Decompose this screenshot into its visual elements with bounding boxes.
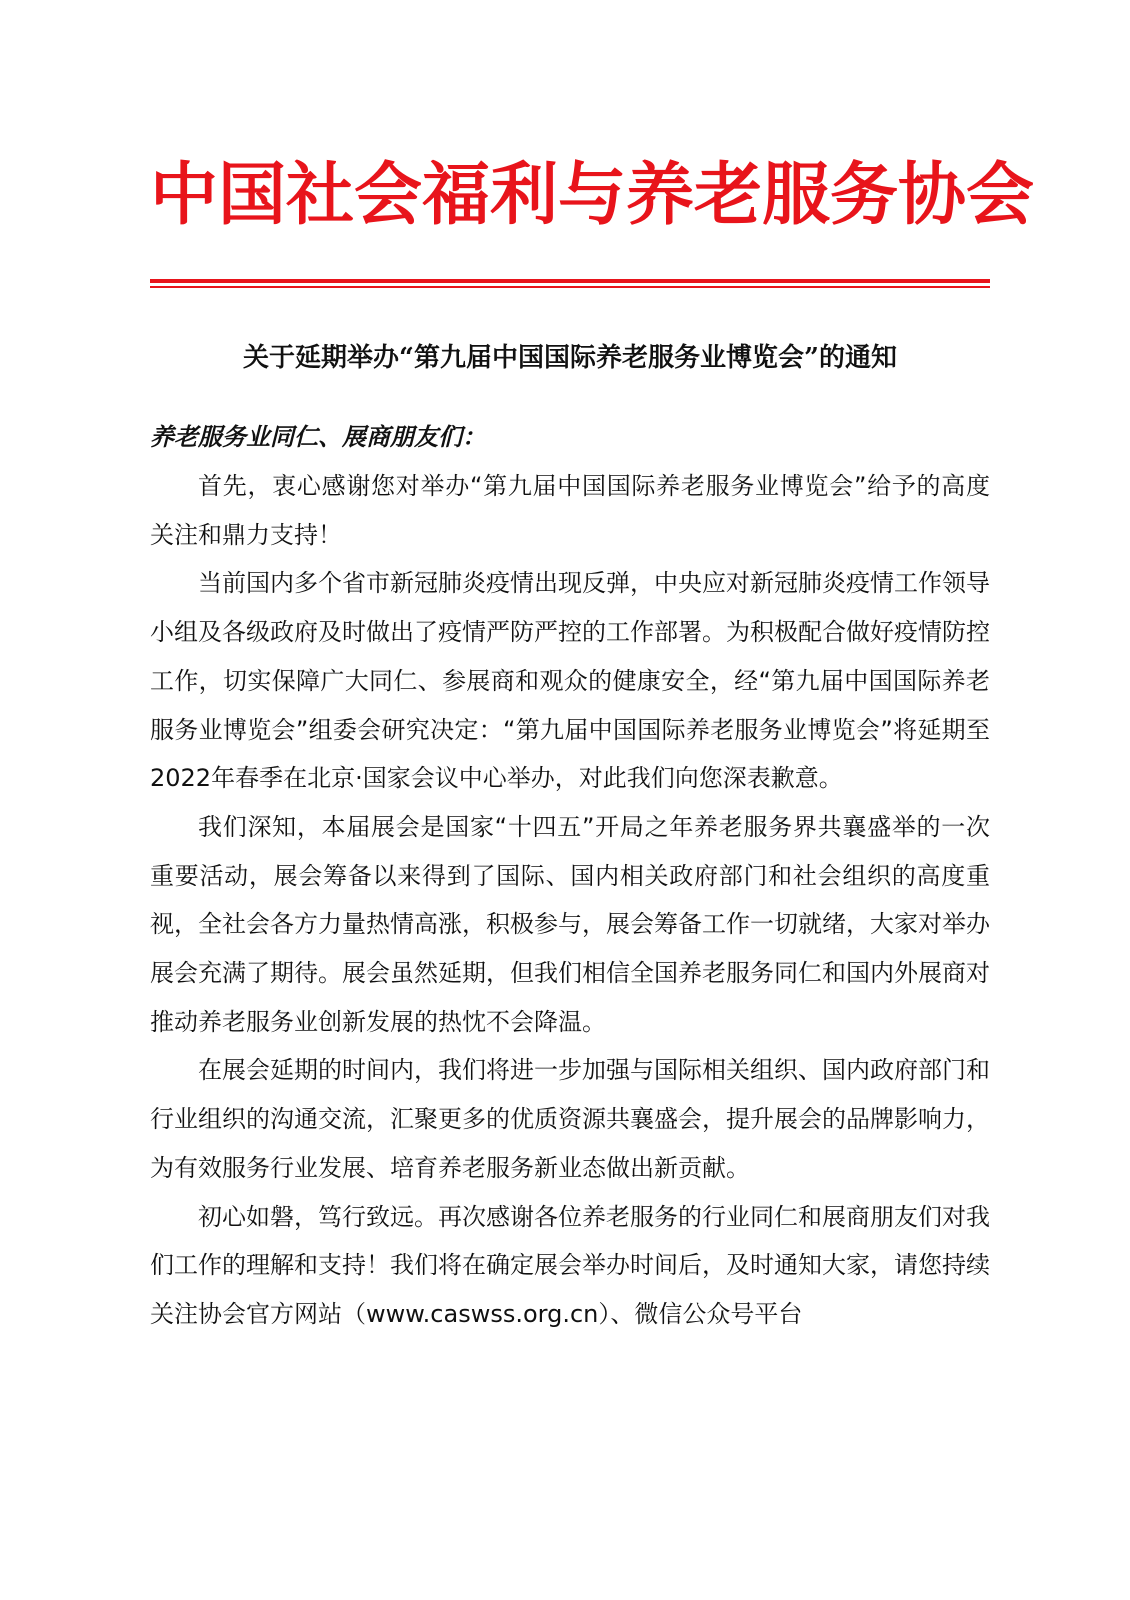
paragraph-thanks: 首先，衷心感谢您对举办“第九届中国国际养老服务业博览会”给予的高度关注和鼎力支持！ <box>150 472 990 549</box>
salutation: 养老服务业同仁、展商朋友们： <box>150 422 486 451</box>
letterhead-rule-thick <box>150 279 990 283</box>
notice-body <box>150 462 990 1339</box>
notice-title: 关于延期举办“第九届中国国际养老服务业博览会”的通知 <box>243 343 897 373</box>
paragraph-plans: 在展会延期的时间内，我们将进一步加强与国际相关组织、国内政府部门和行业组织的沟通交流，汇聚更多的优质资源共襄盛会，提升展会的品牌影响力，为有效服务行业发展、培育养老服务新业态做出新贡献。 <box>150 1056 990 1182</box>
letterhead-org-name: 中国社会福利与养老服务协会 <box>150 155 1035 235</box>
paragraph-closing: 初心如磐，笃行致远。再次感谢各位养老服务的行业同仁和展商朋友们对我们工作的理解和支持！我们将在确定展会举办时间后，及时通知大家，请您持续关注协会官方网站（www.caswss.org.cn）、微信公众号平台 <box>150 1202 990 1328</box>
paragraph-significance: 我们深知，本届展会是国家“十四五”开局之年养老服务界共襄盛举的一次重要活动，展会筹备以来得到了国际、国内相关政府部门和社会组织的高度重视，全社会各方力量热情高涨，积极参与，展会筹备工作一切就绪，大家对举办展会充满了期待。展会虽然延期，但我们相信全国养老服务同仁和国内外展商对推动养老服务业创新发展的热忱不会降温。 <box>150 812 990 1036</box>
letterhead-rule-thin <box>150 286 990 288</box>
paragraph-postponement: 当前国内多个省市新冠肺炎疫情出现反弹，中央应对新冠肺炎疫情工作领导小组及各级政府及时做出了疫情严防严控的工作部署。为积极配合做好疫情防控工作，切实保障广大同仁、参展商和观众的健康安全，经“第九届中国国际养老服务业博览会”组委会研究决定：“第九届中国国际养老服务业博览会”将延期至2022年春季在北京·国家会议中心举办，对此我们向您深表歉意。 <box>150 569 990 793</box>
